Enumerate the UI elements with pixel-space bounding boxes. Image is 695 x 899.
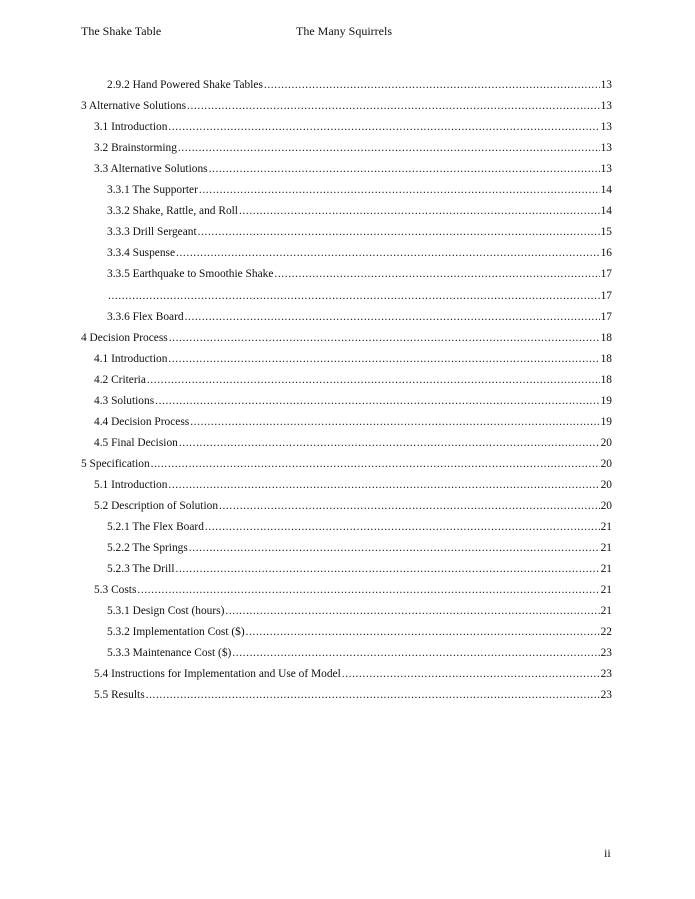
toc-dot-leader [246, 626, 600, 638]
toc-entry-page: 20 [600, 457, 612, 470]
toc-entry-page: 23 [600, 689, 612, 702]
toc-dot-leader [168, 121, 599, 133]
toc-entry-label: 5.3.1 Design Cost (hours) [107, 605, 225, 618]
toc-entry[interactable] [107, 226, 612, 244]
toc-entry[interactable] [107, 205, 612, 223]
toc-entry-page: 23 [600, 668, 612, 681]
toc-entry-label: 3.3.2 Shake, Rattle, and Roll [107, 205, 238, 218]
toc-entry-label: 5.1 Introduction [94, 478, 168, 491]
toc-entry-label: 5.3 Costs [94, 584, 137, 597]
toc-entry-page: 21 [600, 542, 612, 555]
toc-entry-page: 16 [600, 247, 612, 260]
toc-dot-leader [147, 374, 600, 386]
toc-entry-label: 3.1 Introduction [94, 121, 168, 134]
toc-entry[interactable] [107, 542, 612, 560]
toc-entry-label: 3.3.4 Suspense [107, 247, 176, 260]
toc-entry-label: 5.3.2 Implementation Cost ($) [107, 626, 245, 639]
toc-dot-leader [342, 668, 600, 680]
toc-entry-page: 15 [600, 226, 612, 239]
toc-dot-leader [151, 458, 600, 470]
toc-entry-page: 17 [600, 268, 612, 281]
toc-dot-leader [168, 479, 599, 491]
toc-dot-leader [146, 689, 600, 701]
toc-entry[interactable] [94, 416, 612, 434]
toc-entry[interactable] [94, 163, 612, 181]
toc-dot-leader [225, 605, 599, 617]
toc-entry-label: 5 Specification [81, 457, 150, 470]
running-header-title: The Shake Table [81, 24, 162, 38]
toc-entry-label: 4.3 Solutions [94, 394, 155, 407]
toc-dot-leader [205, 521, 600, 533]
toc-entry-label: 3.3.6 Flex Board [107, 310, 184, 323]
toc-entry-label: 2.9.2 Hand Powered Shake Tables [107, 79, 263, 91]
toc-entry-page: 13 [600, 79, 612, 91]
toc-entry[interactable] [94, 437, 612, 455]
toc-dot-leader [108, 290, 600, 302]
toc-entry[interactable] [107, 563, 612, 581]
toc-entry[interactable] [94, 584, 612, 602]
toc-dot-leader [169, 332, 600, 344]
toc-entry-page: 21 [600, 584, 612, 597]
toc-entry-page: 13 [600, 121, 612, 134]
toc-entry[interactable] [94, 500, 612, 518]
toc-dot-leader [209, 163, 600, 175]
toc-dot-leader [176, 563, 600, 575]
toc-entry-label: 3.3 Alternative Solutions [94, 163, 208, 176]
running-header-team: The Many Squirrels [296, 24, 392, 38]
toc-entry[interactable] [94, 142, 612, 160]
page-number: ii [604, 846, 611, 860]
toc-dot-leader [155, 395, 599, 407]
toc-entry[interactable] [107, 647, 612, 665]
toc-entry[interactable] [94, 689, 612, 707]
toc-entry-label: 5.4 Instructions for Implementation and Use of Model [94, 668, 341, 681]
toc-entry[interactable] [107, 311, 612, 329]
toc-entry-label: 5.3.3 Maintenance Cost ($) [107, 647, 232, 660]
toc-dot-leader [264, 79, 600, 91]
toc-dot-leader [185, 311, 600, 323]
toc-entry[interactable] [107, 521, 612, 539]
toc-entry-page: 13 [600, 163, 612, 176]
toc-dot-leader [232, 647, 599, 659]
toc-entry-label: 3.3.1 The Supporter [107, 184, 198, 197]
toc-entry[interactable] [107, 626, 612, 644]
toc-dot-leader [178, 142, 600, 154]
toc-entry[interactable] [94, 479, 612, 497]
toc-entry-label: 3 Alternative Solutions [81, 100, 187, 113]
toc-dot-leader [137, 584, 599, 596]
toc-entry[interactable] [107, 268, 612, 286]
toc-entry-page: 20 [600, 478, 612, 491]
toc-entry-label: 5.2.3 The Drill [107, 563, 175, 576]
toc-entry-label: 4 Decision Process [81, 331, 168, 344]
toc-entry-page: 19 [600, 415, 612, 428]
toc-entry-label: 4.1 Introduction [94, 352, 168, 365]
toc-entry-page: 21 [600, 605, 612, 618]
toc-dot-leader [274, 268, 599, 280]
toc-entry[interactable] [94, 668, 612, 686]
toc-entry[interactable] [94, 121, 612, 139]
toc-entry[interactable] [107, 79, 612, 97]
toc-entry-label: 3.3.5 Earthquake to Smoothie Shake [107, 268, 274, 281]
toc-dot-leader [198, 226, 600, 238]
toc-dot-leader [168, 353, 599, 365]
toc-entry-page: 21 [600, 563, 612, 576]
toc-entry-page: 22 [600, 626, 612, 639]
toc-entry-label: 4.2 Criteria [94, 373, 146, 386]
toc-entry[interactable] [107, 247, 612, 265]
toc-entry-page: 13 [600, 142, 612, 155]
toc-dot-leader [219, 500, 600, 512]
toc-dot-leader [190, 416, 599, 428]
toc-entry-page: 18 [600, 352, 612, 365]
toc-entry-page: 13 [600, 100, 612, 113]
toc-entry-page: 17 [600, 310, 612, 323]
toc-entry-label: 5.5 Results [94, 689, 145, 702]
toc-entry-label: 5.2.2 The Springs [107, 542, 188, 555]
toc-entry-page: 18 [600, 331, 612, 344]
toc-entry-page: 19 [600, 394, 612, 407]
toc-entry-page: 20 [600, 500, 612, 512]
toc-entry-label: 5.2.1 The Flex Board [107, 521, 204, 534]
toc-entry-page: 14 [600, 205, 612, 218]
toc-entry[interactable] [81, 100, 612, 118]
toc-entry-page: 17 [600, 289, 612, 302]
toc-dot-leader [189, 542, 600, 554]
toc-entry[interactable] [81, 458, 612, 476]
toc-entry-label: 3.3.3 Drill Sergeant [107, 226, 197, 239]
toc-entry-label: 3.2 Brainstorming [94, 142, 177, 155]
toc-entry-label: 4.4 Decision Process [94, 415, 190, 428]
toc-entry-page: 18 [600, 373, 612, 386]
toc-entry[interactable] [107, 290, 612, 308]
toc-entry[interactable] [107, 184, 612, 202]
toc-entry[interactable] [94, 353, 612, 371]
toc-entry[interactable] [94, 374, 612, 392]
toc-entry-page: 21 [600, 521, 612, 534]
toc-dot-leader [239, 205, 600, 217]
toc-entry-page: 20 [600, 436, 612, 449]
toc-dot-leader [199, 184, 600, 196]
toc-entry[interactable] [107, 605, 612, 623]
toc-entry-page: 23 [600, 647, 612, 660]
toc-entry-label: 4.5 Final Decision [94, 436, 178, 449]
toc-dot-leader [176, 247, 600, 259]
toc-entry-label: 5.2 Description of Solution [94, 500, 219, 512]
toc-dot-leader [179, 437, 600, 449]
toc-entry[interactable] [81, 332, 612, 350]
toc-entry[interactable] [94, 395, 612, 413]
toc-entry-page: 14 [600, 184, 612, 197]
toc-dot-leader [187, 100, 600, 112]
